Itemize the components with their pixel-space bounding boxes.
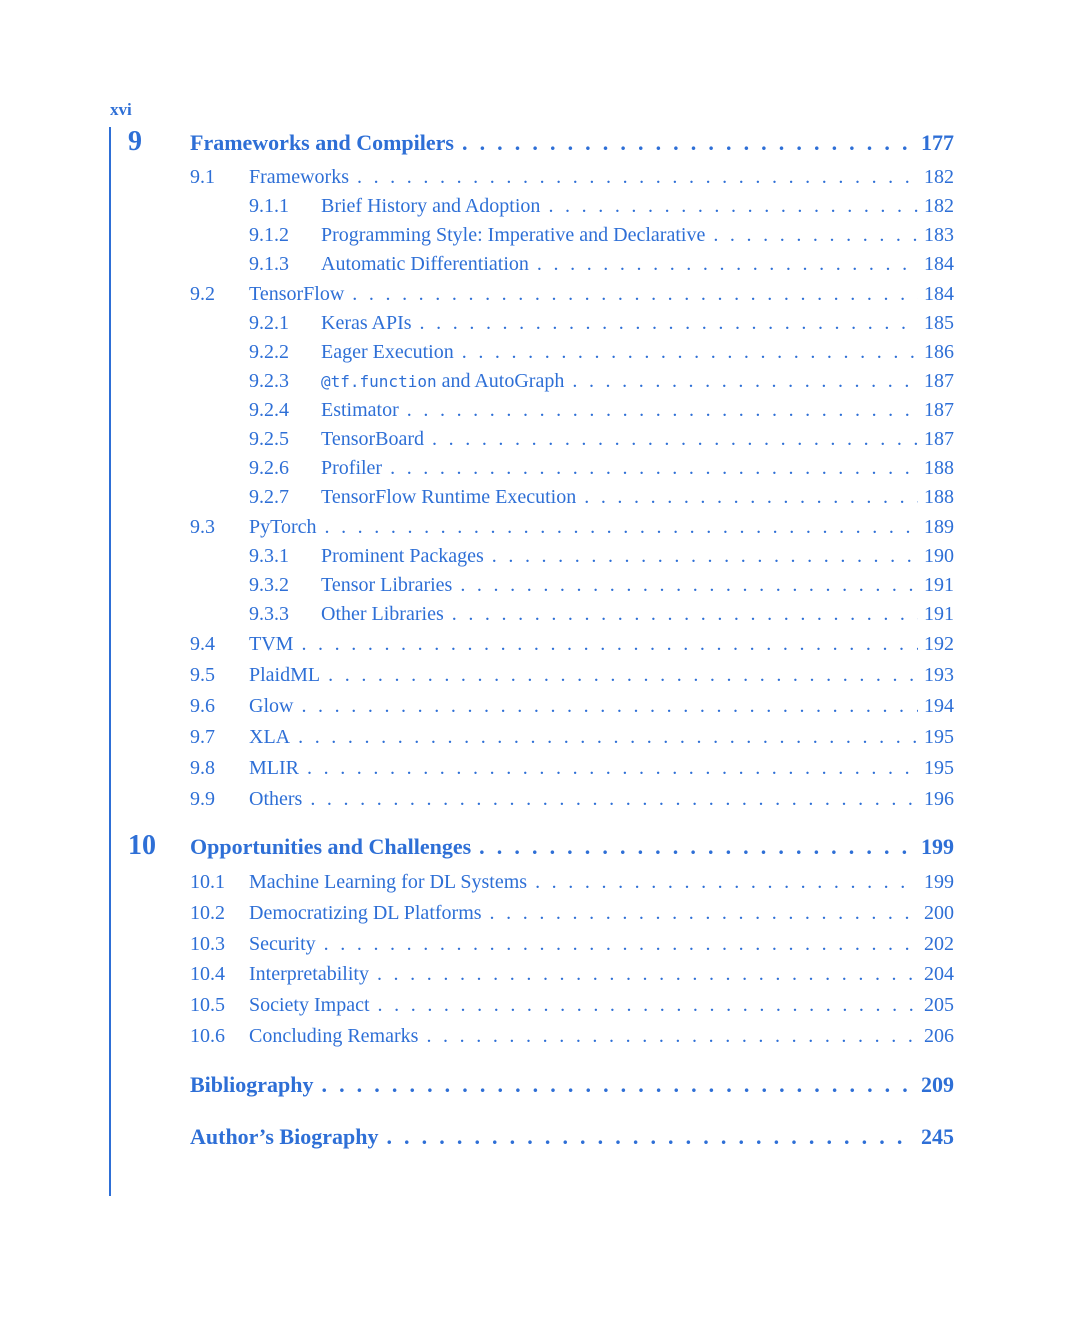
leader-dots <box>301 633 918 656</box>
toc-entry[interactable] <box>0 195 1080 225</box>
entry-page-number: 200 <box>924 902 954 924</box>
entry-number: 9.2.7 <box>249 486 289 508</box>
entry-page-number: 195 <box>924 726 954 748</box>
entry-number: 10.5 <box>190 994 225 1016</box>
toc-entry[interactable] <box>0 516 1080 546</box>
toc-entry[interactable] <box>0 1025 1080 1055</box>
leader-dots <box>490 902 918 925</box>
entry-text-row <box>249 871 954 894</box>
entry-page-number: 191 <box>924 574 954 596</box>
entry-text-row <box>190 834 954 860</box>
entry-number: 10 <box>128 830 156 861</box>
toc-entry[interactable] <box>0 486 1080 516</box>
leader-dots <box>432 428 918 451</box>
entry-text-row <box>321 428 954 451</box>
back-matter-entry[interactable] <box>0 1124 1080 1154</box>
entry-text-row <box>321 341 954 364</box>
entry-text-row <box>249 516 954 539</box>
entry-page-number: 202 <box>924 933 954 955</box>
entry-text-row <box>321 603 954 626</box>
entry-title[interactable]: Democratizing DL Platforms <box>249 902 482 924</box>
leader-dots <box>321 1072 915 1098</box>
leader-dots <box>426 1025 918 1048</box>
entry-title[interactable]: Security <box>249 933 316 955</box>
entry-title[interactable]: Concluding Remarks <box>249 1025 419 1047</box>
entry-page-number: 206 <box>924 1025 954 1047</box>
entry-page-number: 245 <box>921 1124 954 1149</box>
entry-text-row <box>190 1124 954 1150</box>
entry-page-number: 183 <box>924 224 954 246</box>
entry-title[interactable]: Others <box>249 788 303 810</box>
entry-title[interactable] <box>321 370 564 393</box>
leader-dots <box>492 545 918 568</box>
entry-text-row <box>321 224 954 247</box>
entry-title[interactable]: TensorFlow Runtime Execution <box>321 486 577 508</box>
leader-dots <box>460 574 918 597</box>
toc-entry[interactable] <box>0 166 1080 196</box>
leader-dots <box>462 341 918 364</box>
toc-entry[interactable] <box>0 726 1080 756</box>
entry-page-number: 191 <box>924 603 954 625</box>
chapter-entry[interactable] <box>0 830 1080 864</box>
entry-title[interactable]: Estimator <box>321 399 399 421</box>
entry-text-row <box>249 788 954 811</box>
toc-entry[interactable] <box>0 457 1080 487</box>
toc-entry[interactable] <box>0 224 1080 254</box>
entry-page-number: 188 <box>924 457 954 479</box>
entry-page-number: 185 <box>924 312 954 334</box>
entry-title[interactable]: Society Impact <box>249 994 370 1016</box>
entry-number: 10.2 <box>190 902 225 924</box>
leader-dots <box>462 130 915 156</box>
entry-text-row <box>249 1025 954 1048</box>
entry-text-row <box>321 312 954 335</box>
entry-title[interactable]: Keras APIs <box>321 312 412 334</box>
entry-page-number: 204 <box>924 963 954 985</box>
leader-dots <box>572 370 918 393</box>
toc-entry[interactable] <box>0 283 1080 313</box>
entry-page-number: 196 <box>924 788 954 810</box>
leader-dots <box>479 834 915 860</box>
entry-number: 10.1 <box>190 871 225 893</box>
toc-entry[interactable] <box>0 545 1080 575</box>
entry-text-row <box>321 457 954 480</box>
entry-title-code: @tf.function <box>321 372 437 391</box>
entry-title[interactable]: TensorFlow <box>249 283 345 305</box>
entry-number: 9.3 <box>190 516 215 538</box>
back-matter-entry[interactable] <box>0 1072 1080 1102</box>
leader-dots <box>386 1124 915 1150</box>
entry-number: 9.1.1 <box>249 195 289 217</box>
toc-entry[interactable] <box>0 933 1080 963</box>
entry-text-row <box>249 664 954 687</box>
entry-text-row <box>190 130 954 156</box>
entry-page-number: 199 <box>924 871 954 893</box>
entry-title-rest: and AutoGraph <box>436 370 565 392</box>
entry-text-row <box>249 166 954 189</box>
entry-title[interactable]: PlaidML <box>249 664 321 686</box>
leader-dots <box>301 695 918 718</box>
entry-page-number: 187 <box>924 370 954 392</box>
entry-title[interactable]: TVM <box>249 633 294 655</box>
entry-text-row <box>321 545 954 568</box>
toc-entry[interactable] <box>0 399 1080 429</box>
leader-dots <box>324 933 918 956</box>
entry-page-number: 187 <box>924 428 954 450</box>
entry-title[interactable]: Automatic Differentiation <box>321 253 529 275</box>
leader-dots <box>584 486 918 509</box>
leader-dots <box>324 516 918 539</box>
entry-title[interactable]: Frameworks <box>249 166 349 188</box>
entry-page-number: 199 <box>921 834 954 859</box>
toc-entry[interactable] <box>0 341 1080 371</box>
entry-page-number: 182 <box>924 166 954 188</box>
toc-entry[interactable] <box>0 574 1080 604</box>
entry-number: 9.2.3 <box>249 370 289 392</box>
entry-title[interactable]: Bibliography <box>190 1072 314 1097</box>
leader-dots <box>298 726 918 749</box>
chapter-entry[interactable] <box>0 126 1080 160</box>
entry-number: 9.3.1 <box>249 545 289 567</box>
entry-number: 9.3.3 <box>249 603 289 625</box>
entry-text-row <box>249 633 954 656</box>
toc-entry[interactable] <box>0 902 1080 932</box>
leader-dots <box>420 312 918 335</box>
toc-entry[interactable] <box>0 757 1080 787</box>
leader-dots <box>357 166 918 189</box>
entry-text-row <box>321 195 954 218</box>
entry-number: 9.4 <box>190 633 215 655</box>
entry-title[interactable]: Frameworks and Compilers <box>190 130 454 155</box>
entry-page-number: 195 <box>924 757 954 779</box>
page-number: xvi <box>110 100 132 119</box>
entry-number: 9.2.4 <box>249 399 289 421</box>
entry-page-number: 190 <box>924 545 954 567</box>
toc-entry[interactable] <box>0 788 1080 818</box>
entry-text-row <box>249 902 954 925</box>
leader-dots <box>378 994 918 1017</box>
entry-number: 9.9 <box>190 788 215 810</box>
entry-title[interactable]: Opportunities and Challenges <box>190 834 472 859</box>
entry-text-row <box>249 757 954 780</box>
entry-title[interactable]: Prominent Packages <box>321 545 484 567</box>
entry-text-row <box>249 695 954 718</box>
leader-dots <box>407 399 918 422</box>
toc-entry[interactable] <box>0 253 1080 283</box>
entry-title[interactable]: Programming Style: Imperative and Declarative <box>321 224 706 246</box>
entry-page-number: 184 <box>924 253 954 275</box>
leader-dots <box>352 283 918 306</box>
entry-text-row <box>249 994 954 1017</box>
entry-text-row <box>321 253 954 276</box>
toc-entry[interactable] <box>0 871 1080 901</box>
entry-number: 10.3 <box>190 933 225 955</box>
entry-page-number: 184 <box>924 283 954 305</box>
entry-page-number: 209 <box>921 1072 954 1097</box>
leader-dots <box>310 788 918 811</box>
toc-entry[interactable] <box>0 603 1080 633</box>
entry-page-number: 194 <box>924 695 954 717</box>
toc-entry[interactable] <box>0 312 1080 342</box>
entry-number: 9.3.2 <box>249 574 289 596</box>
entry-text-row <box>249 933 954 956</box>
entry-number: 9.1.3 <box>249 253 289 275</box>
toc-entry[interactable] <box>0 370 1080 400</box>
toc-entry[interactable] <box>0 664 1080 694</box>
toc-entry[interactable] <box>0 963 1080 993</box>
entry-title[interactable]: Profiler <box>321 457 383 479</box>
entry-page-number: 177 <box>921 130 954 155</box>
entry-title[interactable]: Interpretability <box>249 963 369 985</box>
entry-title[interactable]: Machine Learning for DL Systems <box>249 871 528 893</box>
entry-text-row <box>321 486 954 509</box>
entry-number: 9.2.1 <box>249 312 289 334</box>
entry-number: 9.2.2 <box>249 341 289 363</box>
leader-dots <box>377 963 918 986</box>
entry-page-number: 182 <box>924 195 954 217</box>
entry-number: 9.7 <box>190 726 215 748</box>
entry-title[interactable]: Glow <box>249 695 294 717</box>
toc-entry[interactable] <box>0 994 1080 1024</box>
entry-page-number: 188 <box>924 486 954 508</box>
entry-number: 9.5 <box>190 664 215 686</box>
entry-number: 9.6 <box>190 695 215 717</box>
entry-number: 10.6 <box>190 1025 225 1047</box>
leader-dots <box>452 603 918 626</box>
entry-title[interactable]: PyTorch <box>249 516 317 538</box>
entry-title[interactable]: Tensor Libraries <box>321 574 453 596</box>
toc-entry[interactable] <box>0 633 1080 663</box>
entry-text-row <box>249 283 954 306</box>
entry-text-row <box>249 726 954 749</box>
entry-number: 9.2 <box>190 283 215 305</box>
entry-text-row <box>249 963 954 986</box>
toc-entry[interactable] <box>0 695 1080 725</box>
entry-page-number: 205 <box>924 994 954 1016</box>
leader-dots <box>328 664 918 687</box>
entry-page-number: 192 <box>924 633 954 655</box>
entry-number: 9.8 <box>190 757 215 779</box>
entry-number: 10.4 <box>190 963 225 985</box>
entry-text-row <box>321 574 954 597</box>
entry-number: 9 <box>128 126 142 157</box>
entry-number: 9.2.5 <box>249 428 289 450</box>
entry-title[interactable]: Eager Execution <box>321 341 454 363</box>
leader-dots <box>713 224 918 247</box>
entry-title[interactable]: Brief History and Adoption <box>321 195 541 217</box>
entry-number: 9.1.2 <box>249 224 289 246</box>
entry-page-number: 189 <box>924 516 954 538</box>
entry-page-number: 186 <box>924 341 954 363</box>
entry-page-number: 187 <box>924 399 954 421</box>
entry-title[interactable]: Other Libraries <box>321 603 444 625</box>
toc-entry[interactable] <box>0 428 1080 458</box>
leader-dots <box>548 195 918 218</box>
leader-dots <box>537 253 918 276</box>
entry-number: 9.1 <box>190 166 215 188</box>
entry-title[interactable]: XLA <box>249 726 291 748</box>
leader-dots <box>307 757 918 780</box>
entry-number: 9.2.6 <box>249 457 289 479</box>
leader-dots <box>390 457 918 480</box>
entry-title[interactable]: MLIR <box>249 757 299 779</box>
entry-title[interactable]: TensorBoard <box>321 428 425 450</box>
entry-title[interactable]: Author’s Biography <box>190 1124 379 1149</box>
leader-dots <box>535 871 918 894</box>
entry-page-number: 193 <box>924 664 954 686</box>
entry-text-row <box>321 399 954 422</box>
entry-text-row <box>321 370 954 393</box>
entry-text-row <box>190 1072 954 1098</box>
